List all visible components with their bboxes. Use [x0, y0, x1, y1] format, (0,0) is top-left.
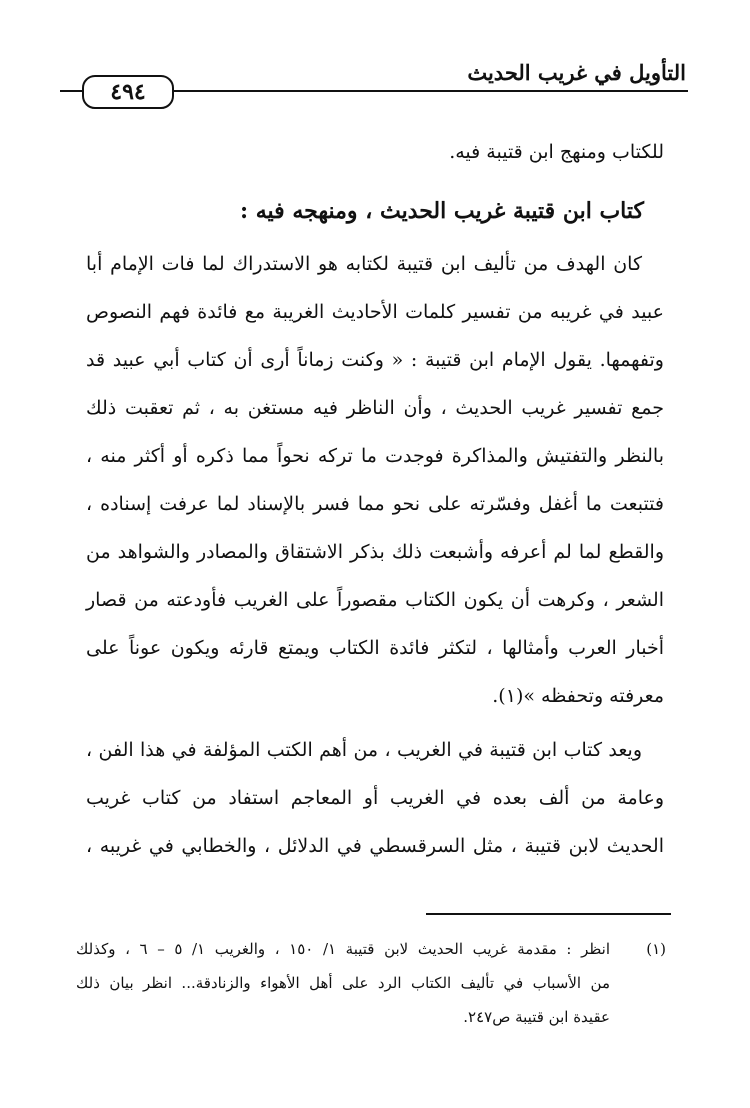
text-line: الحديث لابن قتيبة ، مثل السرقسطي في الدلائل ، والخطابي في غريبه ، — [86, 835, 664, 857]
text-line: بالنظر والتفتيش والمذاكرة فوجدت ما تركه نحواً مما ذكره أو أكثر منه ، — [86, 445, 664, 467]
page-number: ٤٩٤ — [110, 79, 146, 105]
text-line: معرفته وتحفظه »(١). — [492, 685, 664, 707]
footnote-line — [76, 932, 666, 966]
page-number-frame — [82, 75, 174, 109]
text-line: وتفهمها. يقول الإمام ابن قتيبة : « وكنت زماناً أرى أن كتاب أبي عبيد قد — [86, 349, 664, 371]
text-line: فتتبعت ما أغفل وفسّرته على نحو مما فسر بالإسناد لما عرفت إسناده ، — [86, 493, 664, 515]
footnote-separator — [426, 913, 671, 915]
footnote-text: انظر : مقدمة غريب الحديث لابن قتيبة ١/ ١٥٠ ، والغريب ١/ ٥ – ٦ ، وكذلك — [76, 940, 611, 958]
page-header — [60, 52, 688, 105]
text-line: ويعد كتاب ابن قتيبة في الغريب ، من أهم الكتب المؤلفة في هذا الفن ، — [86, 739, 642, 761]
opening-line: للكتاب ومنهج ابن قتيبة فيه. — [449, 141, 664, 163]
text-line: عبيد في غريبه من تفسير كلمات الأحاديث الغريبة مع فائدة فهم النصوص — [86, 301, 664, 323]
text-line: أخبار العرب وأمثالها ، لتكثر فائدة الكتاب ويمتع قارئه ويكون عوناً على — [86, 637, 664, 659]
footnote-line: من الأسباب في تأليف الكتاب الرد على أهل الأهواء والزنادقة... انظر بيان ذلك — [76, 974, 610, 992]
text-line: وعامة من ألف بعده في الغريب أو المعاجم استفاد من كتاب غريب — [86, 787, 664, 809]
section-heading: كتاب ابن قتيبة غريب الحديث ، ومنهجه فيه : — [239, 198, 644, 224]
main-text — [86, 128, 664, 870]
text-line: كان الهدف من تأليف ابن قتيبة لكتابه هو الاستدراك لما فات الإمام أبا — [86, 253, 642, 275]
text-line: والقطع لما لم أعرفه وأشبعت ذلك بذكر الاشتقاق والمصادر والشواهد من — [86, 541, 664, 563]
footnote-line: عقيدة ابن قتيبة ص٢٤٧. — [463, 1008, 610, 1026]
running-title: التأويل في غريب الحديث — [467, 60, 686, 85]
text-line: جمع تفسير غريب الحديث ، وأن الناظر فيه مستغن به ، ثم تعقبت ذلك — [86, 397, 664, 419]
text-line: الشعر ، وكرهت أن يكون الكتاب مقصوراً على الغريب فأودعته من قصار — [86, 589, 664, 611]
footnotes — [76, 932, 666, 1034]
footnote-marker: (١) — [646, 940, 667, 958]
paragraph-2 — [86, 726, 664, 870]
paragraph-1 — [86, 240, 664, 720]
